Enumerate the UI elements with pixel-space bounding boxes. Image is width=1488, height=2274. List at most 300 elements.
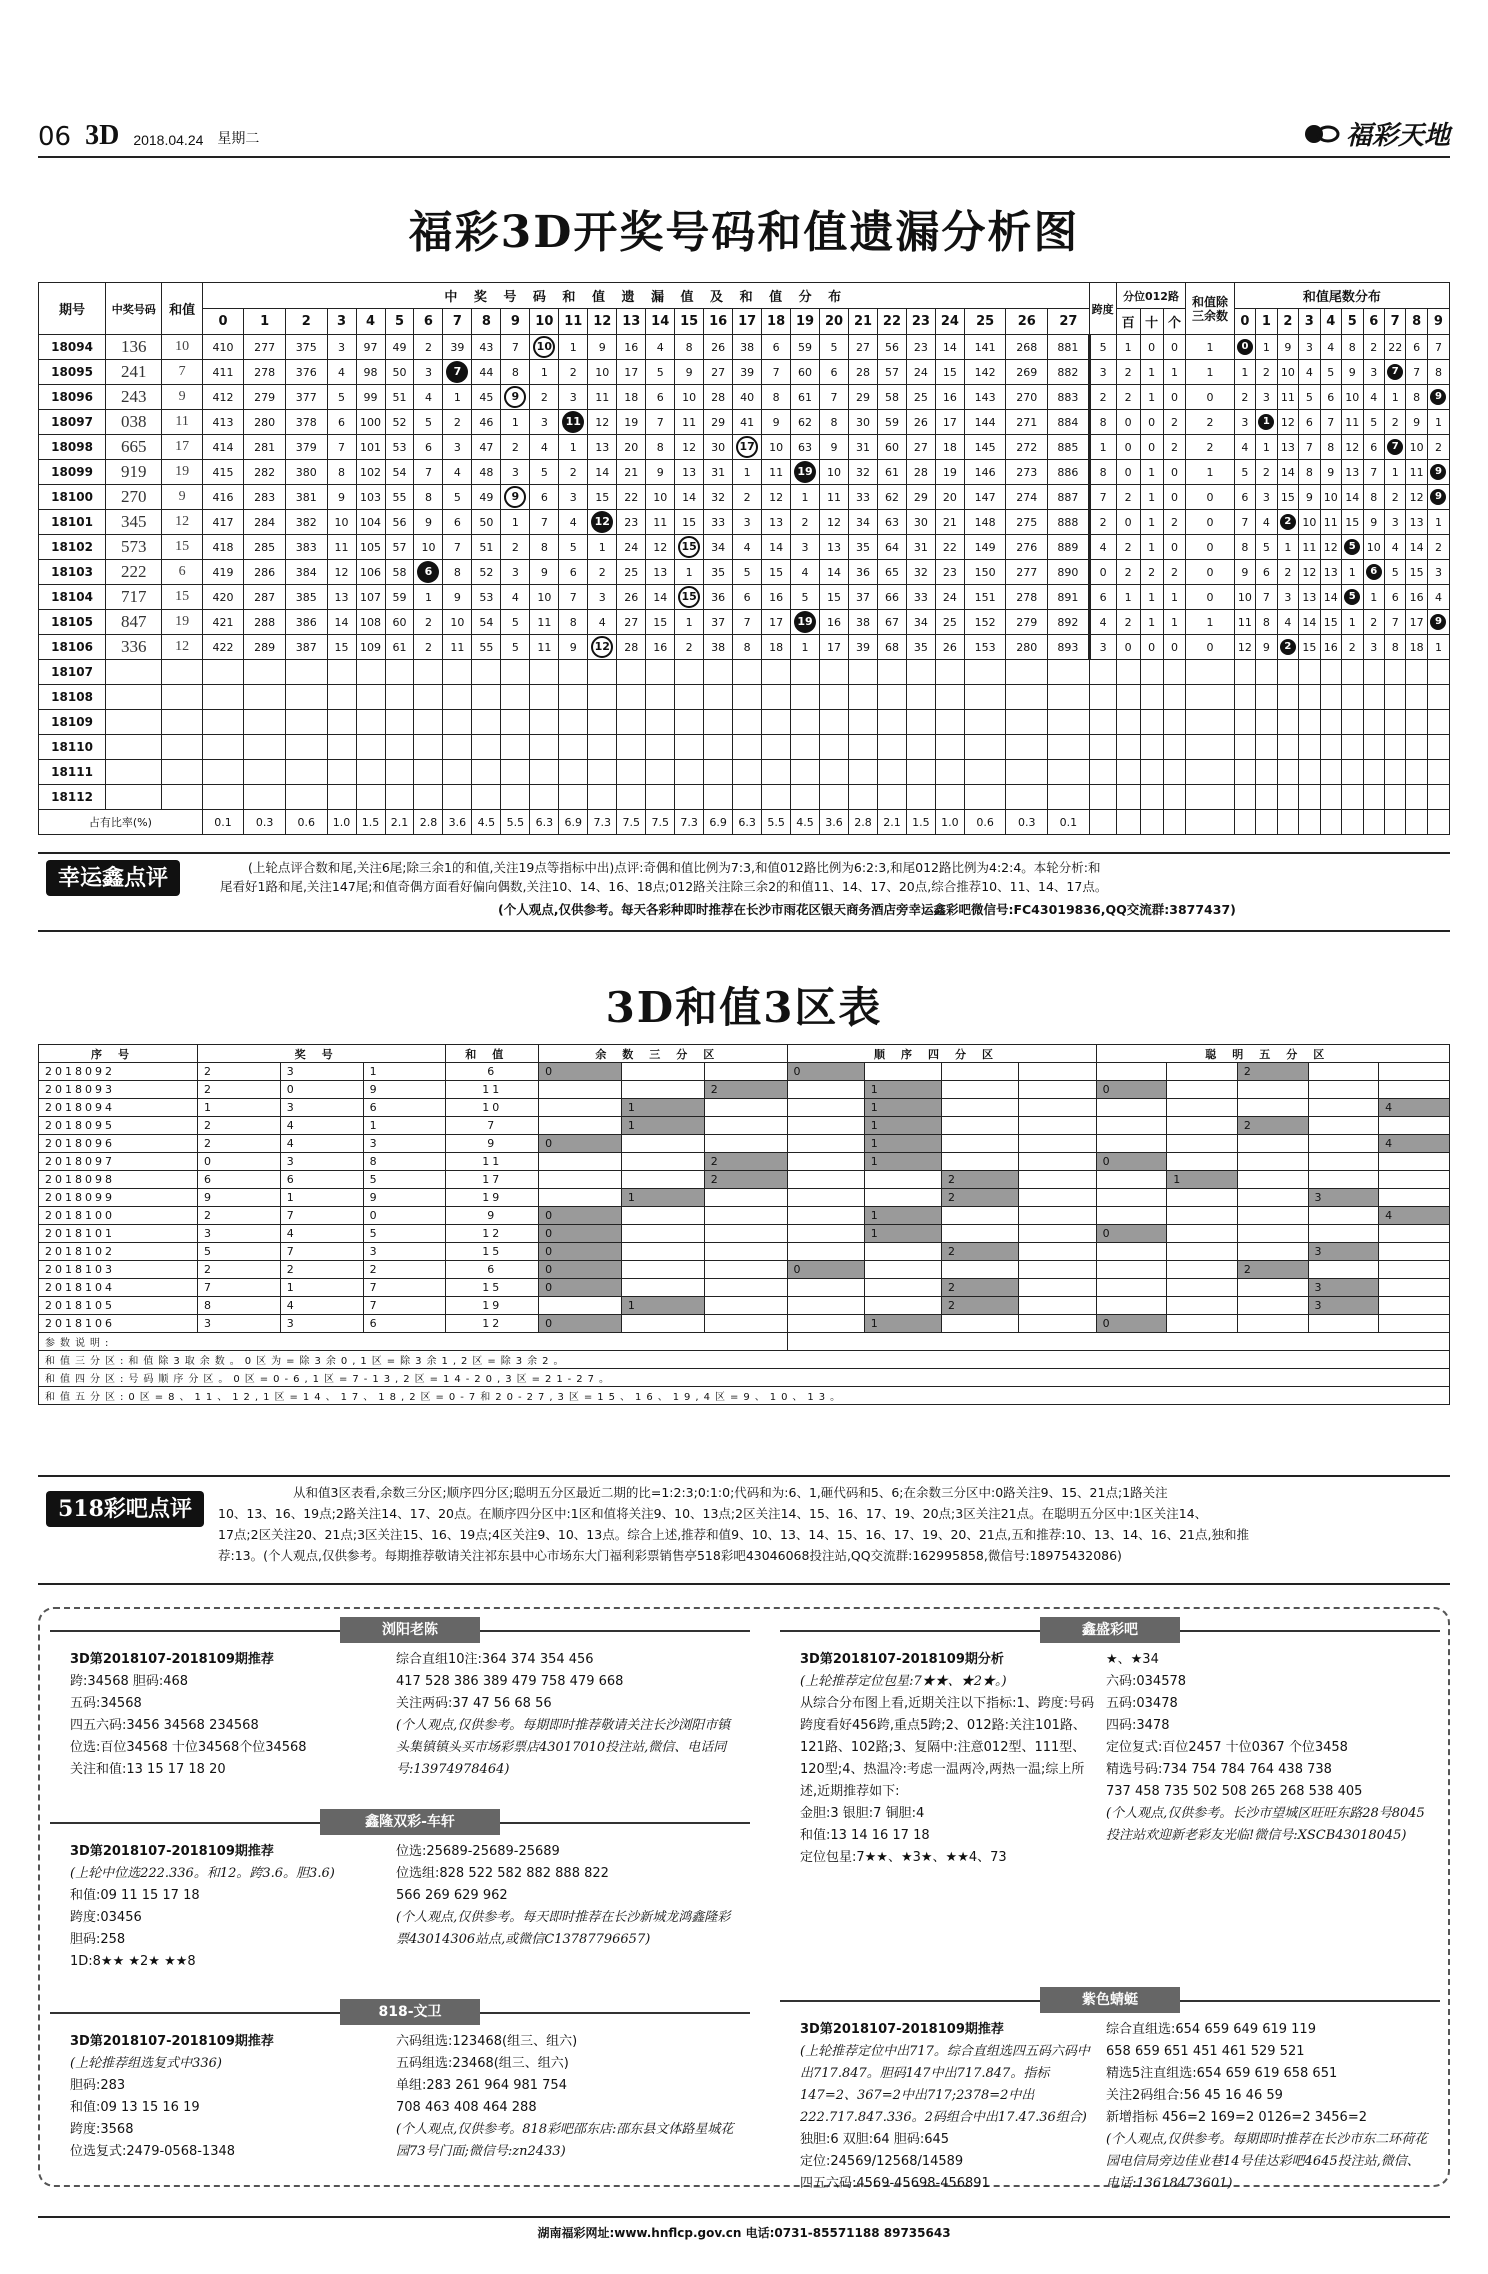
zone-cell bbox=[942, 1225, 1019, 1243]
omission-value: 9 bbox=[453, 590, 461, 604]
zone-cell bbox=[1379, 1279, 1450, 1297]
tail-cell bbox=[1320, 485, 1341, 510]
omission-value: 15 bbox=[769, 565, 784, 579]
box-left-column bbox=[800, 2019, 1096, 2195]
table-row bbox=[39, 585, 1450, 610]
sum-header-11: 11 bbox=[559, 309, 588, 335]
tail-cell bbox=[1406, 410, 1427, 435]
tail-value: 14 bbox=[1302, 615, 1317, 629]
zone-cell: 2 bbox=[942, 1279, 1019, 1297]
empty-cell bbox=[1299, 785, 1320, 810]
omission-value: 4 bbox=[743, 540, 751, 554]
empty-cell bbox=[1186, 810, 1234, 835]
omission-cell bbox=[646, 635, 675, 660]
tail-cell bbox=[1384, 485, 1405, 510]
hit-marker: 19 bbox=[794, 611, 816, 633]
omission-cell bbox=[877, 510, 906, 535]
omission-cell bbox=[877, 385, 906, 410]
empty-cell bbox=[762, 785, 791, 810]
zone-cell bbox=[1237, 1189, 1308, 1207]
omission-cell bbox=[820, 635, 849, 660]
tail-cell bbox=[1406, 635, 1427, 660]
omission-value: 25 bbox=[942, 615, 957, 629]
zone-cell: 0 bbox=[539, 1207, 622, 1225]
empty-cell bbox=[1363, 810, 1384, 835]
winning-number: 222 bbox=[106, 560, 162, 585]
box-heading: 3D第2018107-2018109期推荐 bbox=[70, 1844, 274, 1859]
tail-cell bbox=[1234, 335, 1255, 360]
sum: 19 bbox=[446, 1297, 539, 1315]
omission-cell bbox=[820, 510, 849, 535]
sum: 17 bbox=[446, 1171, 539, 1189]
empty-cell bbox=[414, 785, 443, 810]
zone-cell bbox=[621, 1081, 704, 1099]
omission-cell bbox=[559, 535, 588, 560]
empty-cell bbox=[327, 735, 356, 760]
omission-cell bbox=[820, 460, 849, 485]
empty-cell bbox=[762, 735, 791, 760]
tail-value: 13 bbox=[1409, 515, 1424, 529]
zone-cell bbox=[1096, 1207, 1167, 1225]
empty-cell bbox=[327, 760, 356, 785]
empty-cell bbox=[356, 760, 385, 785]
omission-value: 17 bbox=[624, 365, 639, 379]
zone-cell bbox=[1096, 1189, 1167, 1207]
tail-value: 7 bbox=[1305, 440, 1313, 454]
issue-date: 2018.04.24 bbox=[133, 132, 204, 148]
zone-cell bbox=[787, 1153, 864, 1171]
hit-marker: 15 bbox=[678, 536, 700, 558]
empty-cell bbox=[1234, 810, 1255, 835]
omission-cell bbox=[906, 510, 935, 535]
tail-cell bbox=[1256, 360, 1277, 385]
box-right-column bbox=[1106, 1649, 1430, 1847]
omission-value: 4 bbox=[598, 615, 606, 629]
omission-value: 418 bbox=[212, 540, 234, 554]
omission-value: 29 bbox=[855, 390, 870, 404]
omission-value: 3 bbox=[540, 415, 548, 429]
omission-cell bbox=[443, 485, 472, 510]
zone-cell bbox=[1237, 1279, 1308, 1297]
winning-number: 136 bbox=[106, 335, 162, 360]
omission-cell bbox=[906, 560, 935, 585]
omission-value: 286 bbox=[254, 565, 276, 579]
tail-cell bbox=[1320, 385, 1341, 410]
empty-cell bbox=[964, 660, 1006, 685]
omission-cell bbox=[675, 635, 704, 660]
omission-value: 2 bbox=[685, 640, 693, 654]
omission-value: 271 bbox=[1016, 415, 1038, 429]
zone-cell bbox=[1379, 1171, 1450, 1189]
omission-cell bbox=[472, 460, 501, 485]
ratio-value: 2.8 bbox=[849, 810, 878, 835]
empty-cell bbox=[675, 710, 704, 735]
zone-cell bbox=[787, 1297, 864, 1315]
tail-value: 1 bbox=[1241, 365, 1249, 379]
period: 18100 bbox=[39, 485, 106, 510]
tail-value: 12 bbox=[1409, 490, 1424, 504]
omission-cell bbox=[675, 585, 704, 610]
tail-value: 9 bbox=[1327, 465, 1335, 479]
zone-cell bbox=[1019, 1063, 1096, 1081]
tail-value: 4 bbox=[1284, 615, 1292, 629]
route-value: 1 bbox=[1116, 335, 1140, 360]
omission-value: 5 bbox=[453, 490, 461, 504]
omission-value: 18 bbox=[624, 390, 639, 404]
omission-value: 10 bbox=[682, 390, 697, 404]
ratio-value: 5.5 bbox=[501, 810, 530, 835]
omission-value: 24 bbox=[913, 365, 928, 379]
ratio-value: 0.1 bbox=[202, 810, 244, 835]
empty-cell bbox=[356, 660, 385, 685]
omission-cell bbox=[762, 635, 791, 660]
zone-cell bbox=[864, 1261, 941, 1279]
zone-cell bbox=[1167, 1117, 1238, 1135]
winning-number: 241 bbox=[106, 360, 162, 385]
empty-cell bbox=[106, 710, 162, 735]
omission-cell bbox=[1048, 510, 1090, 535]
route-value: 1 bbox=[1163, 610, 1186, 635]
omission-cell bbox=[202, 360, 244, 385]
empty-cell bbox=[1234, 785, 1255, 810]
omission-value: 376 bbox=[295, 365, 317, 379]
omission-cell bbox=[327, 385, 356, 410]
omission-value: 54 bbox=[479, 615, 494, 629]
empty-cell bbox=[617, 735, 646, 760]
tail-cell bbox=[1406, 435, 1427, 460]
omission-value: 1 bbox=[685, 565, 693, 579]
omission-value: 8 bbox=[569, 615, 577, 629]
tail-value: 8 bbox=[1241, 540, 1249, 554]
omission-value: 49 bbox=[479, 490, 494, 504]
omission-value: 5 bbox=[743, 565, 751, 579]
zone-cell bbox=[1019, 1297, 1096, 1315]
zone-cell bbox=[1308, 1099, 1379, 1117]
omission-value: 410 bbox=[212, 340, 234, 354]
tail-cell bbox=[1363, 410, 1384, 435]
chart-title: 福彩3D开奖号码和值遗漏分析图 bbox=[408, 207, 1080, 258]
empty-cell bbox=[1006, 685, 1048, 710]
omission-cell bbox=[443, 560, 472, 585]
winning-number: 919 bbox=[106, 460, 162, 485]
omission-cell bbox=[675, 410, 704, 435]
tail-hit-marker: 7 bbox=[1387, 364, 1403, 380]
tag-text-suffix: 点评 bbox=[147, 1496, 192, 1522]
empty-cell bbox=[472, 660, 501, 685]
omission-value: 22 bbox=[942, 540, 957, 554]
box-line: (个人观点,仅供参考。每天即时推荐在长沙新城龙鸿鑫隆彩票43014306站点,或微信C13787796657) bbox=[396, 1910, 731, 1947]
omission-value: 27 bbox=[624, 615, 639, 629]
omission-cell bbox=[906, 360, 935, 385]
sum-header-0: 0 bbox=[202, 309, 244, 335]
omission-value: 1 bbox=[743, 465, 751, 479]
omission-value: 387 bbox=[295, 640, 317, 654]
sum: 9 bbox=[446, 1135, 539, 1153]
omission-value: 8 bbox=[743, 640, 751, 654]
omission-cell bbox=[675, 510, 704, 535]
tail-cell bbox=[1320, 535, 1341, 560]
omission-value: 39 bbox=[450, 340, 465, 354]
omission-value: 31 bbox=[855, 440, 870, 454]
empty-cell bbox=[1186, 735, 1234, 760]
digit: 4 bbox=[280, 1225, 363, 1243]
omission-value: 2 bbox=[453, 415, 461, 429]
empty-cell bbox=[1163, 685, 1186, 710]
omission-value: 46 bbox=[479, 415, 494, 429]
box-line: 精选号码:734 754 784 764 438 738 bbox=[1106, 1762, 1332, 1777]
omission-value: 2 bbox=[801, 515, 809, 529]
route-value: 2 bbox=[1116, 485, 1140, 510]
tail-cell bbox=[1299, 385, 1320, 410]
tail-value: 10 bbox=[1302, 515, 1317, 529]
zone-cell: 1 bbox=[621, 1189, 704, 1207]
tail-value: 16 bbox=[1323, 640, 1338, 654]
omission-value: 5 bbox=[569, 540, 577, 554]
zone-cell: 0 bbox=[539, 1135, 622, 1153]
zone-cell bbox=[1096, 1171, 1167, 1189]
empty-cell bbox=[472, 760, 501, 785]
omission-value: 68 bbox=[884, 640, 899, 654]
omission-value: 20 bbox=[942, 490, 957, 504]
omission-value: 891 bbox=[1057, 590, 1079, 604]
tail-cell bbox=[1384, 410, 1405, 435]
omission-cell bbox=[530, 460, 559, 485]
box-line: 新增指标 456=2 169=2 0126=2 3456=2 bbox=[1106, 2110, 1367, 2125]
box-line: 四码:3478 bbox=[1106, 1718, 1170, 1733]
empty-cell bbox=[1256, 685, 1277, 710]
tail-value: 8 bbox=[1391, 640, 1399, 654]
omission-value: 30 bbox=[711, 440, 726, 454]
omission-value: 3 bbox=[511, 465, 519, 479]
draw-id: 2018105 bbox=[39, 1297, 198, 1315]
omission-cell bbox=[244, 635, 286, 660]
route-value: 0 bbox=[1163, 335, 1186, 360]
zone-cell bbox=[1308, 1117, 1379, 1135]
tail-cell bbox=[1234, 610, 1255, 635]
sum: 7 bbox=[446, 1117, 539, 1135]
remainder-value: 1 bbox=[1186, 460, 1234, 485]
omission-cell bbox=[617, 510, 646, 535]
digit: 7 bbox=[280, 1243, 363, 1261]
omission-cell bbox=[385, 335, 414, 360]
period: 18107 bbox=[39, 660, 106, 685]
omission-cell bbox=[646, 560, 675, 585]
zone-cell bbox=[1096, 1279, 1167, 1297]
empty-cell bbox=[964, 710, 1006, 735]
omission-value: 103 bbox=[360, 490, 382, 504]
omission-value: 9 bbox=[772, 415, 780, 429]
comment-footnote: (个人观点,仅供参考。每天各彩种即时推荐在长沙市雨花区银天商务酒店旁幸运鑫彩吧微信号:FC43019836,QQ交流群:3877437) bbox=[498, 902, 1236, 917]
zone-cell bbox=[1167, 1315, 1238, 1333]
omission-cell bbox=[733, 435, 762, 460]
table-row bbox=[39, 385, 1450, 410]
omission-cell bbox=[877, 610, 906, 635]
omission-value: 33 bbox=[855, 490, 870, 504]
zone-cell: 1 bbox=[621, 1099, 704, 1117]
omission-cell bbox=[285, 635, 327, 660]
empty-cell bbox=[733, 710, 762, 735]
empty-cell bbox=[1186, 785, 1234, 810]
omission-value: 19 bbox=[624, 415, 639, 429]
empty-cell bbox=[704, 685, 733, 710]
omission-value: 11 bbox=[537, 640, 552, 654]
omission-value: 11 bbox=[537, 615, 552, 629]
omission-value: 422 bbox=[212, 640, 234, 654]
digit: 6 bbox=[280, 1171, 363, 1189]
omission-cell bbox=[675, 360, 704, 385]
empty-cell bbox=[1140, 710, 1163, 735]
zone-cell bbox=[539, 1153, 622, 1171]
sum-value: 6 bbox=[162, 560, 202, 585]
empty-cell bbox=[1277, 760, 1298, 785]
digit: 1 bbox=[197, 1099, 280, 1117]
zone-cell: 0 bbox=[539, 1063, 622, 1081]
omission-value: 381 bbox=[295, 490, 317, 504]
omission-cell bbox=[675, 535, 704, 560]
omission-cell bbox=[762, 435, 791, 460]
empty-cell bbox=[733, 685, 762, 710]
box-line: (上轮推荐组选复式中336) bbox=[70, 2056, 222, 2071]
omission-value: 8 bbox=[830, 415, 838, 429]
empty-cell bbox=[414, 735, 443, 760]
omission-value: 56 bbox=[392, 515, 407, 529]
omission-cell bbox=[202, 485, 244, 510]
zone-cell bbox=[1096, 1135, 1167, 1153]
omission-cell bbox=[1048, 385, 1090, 410]
tail-value: 15 bbox=[1345, 515, 1360, 529]
empty-cell bbox=[530, 785, 559, 810]
remainder-value: 0 bbox=[1186, 385, 1234, 410]
omission-cell bbox=[733, 460, 762, 485]
omission-value: 5 bbox=[511, 640, 519, 654]
tail-value: 6 bbox=[1413, 340, 1421, 354]
zone-cell: 2 bbox=[942, 1171, 1019, 1189]
zone-cell bbox=[1167, 1189, 1238, 1207]
omission-value: 1 bbox=[424, 590, 432, 604]
period: 18096 bbox=[39, 385, 106, 410]
omission-value: 8 bbox=[772, 390, 780, 404]
zone-cell bbox=[1019, 1315, 1096, 1333]
tail-cell bbox=[1234, 360, 1255, 385]
omission-value: 28 bbox=[624, 640, 639, 654]
empty-cell bbox=[1234, 710, 1255, 735]
omission-value: 8 bbox=[511, 365, 519, 379]
omission-value: 1 bbox=[569, 340, 577, 354]
box-right-column bbox=[396, 1649, 740, 1781]
digit: 2 bbox=[280, 1261, 363, 1279]
empty-cell bbox=[964, 760, 1006, 785]
omission-cell bbox=[906, 460, 935, 485]
tail-cell bbox=[1384, 635, 1405, 660]
omission-value: 54 bbox=[392, 465, 407, 479]
digit: 3 bbox=[280, 1063, 363, 1081]
zone-cell bbox=[704, 1261, 787, 1279]
omission-cell bbox=[285, 435, 327, 460]
empty-cell bbox=[1234, 660, 1255, 685]
digit: 0 bbox=[197, 1153, 280, 1171]
zone-cell: 2 bbox=[942, 1189, 1019, 1207]
omission-cell bbox=[617, 435, 646, 460]
box-line: 1D:8★★ ★2★ ★★8 bbox=[70, 1954, 196, 1969]
empty-cell bbox=[1186, 660, 1234, 685]
remainder-value: 2 bbox=[1186, 435, 1234, 460]
omission-value: 105 bbox=[360, 540, 382, 554]
tail-value: 17 bbox=[1409, 615, 1424, 629]
omission-cell bbox=[385, 610, 414, 635]
empty-cell bbox=[791, 710, 820, 735]
sum-header-1: 1 bbox=[244, 309, 286, 335]
tail-cell bbox=[1406, 385, 1427, 410]
omission-cell bbox=[385, 360, 414, 385]
route-value: 2 bbox=[1116, 360, 1140, 385]
remainder-value: 0 bbox=[1186, 510, 1234, 535]
omission-value: 15 bbox=[334, 640, 349, 654]
empty-cell bbox=[906, 735, 935, 760]
table2-title: 3D和值3区表 bbox=[605, 983, 883, 1032]
zone-cell bbox=[1379, 1153, 1450, 1171]
empty-cell bbox=[356, 735, 385, 760]
omission-cell bbox=[849, 610, 878, 635]
remainder-value: 0 bbox=[1186, 560, 1234, 585]
omission-value: 274 bbox=[1016, 490, 1038, 504]
omission-cell bbox=[820, 410, 849, 435]
box-line: 四五六码:4569-45698-456891 bbox=[800, 2176, 990, 2191]
comment-line: (上轮点评合数和尾,关注6尾;除三余1的和值,关注19点等指标中出)点评:奇偶和值比例为7:3,和值012路比例为6:2:3,和尾012路比例为4:2:4。本轮分析:和 bbox=[248, 860, 1101, 875]
ratio-value: 5.5 bbox=[762, 810, 791, 835]
omission-cell bbox=[356, 385, 385, 410]
winning-number: 717 bbox=[106, 585, 162, 610]
remainder-value: 2 bbox=[1186, 410, 1234, 435]
empty-cell bbox=[285, 660, 327, 685]
omission-cell bbox=[935, 335, 964, 360]
omission-cell bbox=[530, 485, 559, 510]
period: 18111 bbox=[39, 760, 106, 785]
table-row bbox=[39, 410, 1450, 435]
box-line: 658 659 651 451 461 529 521 bbox=[1106, 2044, 1305, 2059]
empty-cell bbox=[646, 685, 675, 710]
omission-value: 57 bbox=[884, 365, 899, 379]
box-left-column bbox=[70, 1649, 386, 1781]
tail-value: 7 bbox=[1434, 340, 1442, 354]
omission-cell bbox=[588, 410, 617, 435]
zone-cell bbox=[1379, 1117, 1450, 1135]
empty-cell bbox=[285, 785, 327, 810]
omission-value: 7 bbox=[453, 540, 461, 554]
note-row bbox=[39, 1351, 1450, 1369]
omission-cell bbox=[704, 560, 733, 585]
omission-cell bbox=[285, 360, 327, 385]
zone-cell bbox=[1019, 1243, 1096, 1261]
empty-cell bbox=[530, 735, 559, 760]
zone-cell bbox=[1237, 1297, 1308, 1315]
omission-value: 1 bbox=[598, 540, 606, 554]
tail-cell bbox=[1406, 485, 1427, 510]
tail-value: 12 bbox=[1345, 440, 1360, 454]
omission-value: 10 bbox=[595, 365, 610, 379]
omission-cell bbox=[733, 585, 762, 610]
empty-cell bbox=[244, 710, 286, 735]
zone-cell bbox=[1167, 1279, 1238, 1297]
zone-cell bbox=[539, 1297, 622, 1315]
omission-cell bbox=[791, 560, 820, 585]
empty-cell bbox=[202, 785, 244, 810]
omission-cell bbox=[501, 510, 530, 535]
omission-cell bbox=[443, 385, 472, 410]
omission-value: 14 bbox=[769, 540, 784, 554]
route-value: 1 bbox=[1140, 535, 1163, 560]
omission-cell bbox=[1048, 585, 1090, 610]
omission-cell bbox=[356, 460, 385, 485]
